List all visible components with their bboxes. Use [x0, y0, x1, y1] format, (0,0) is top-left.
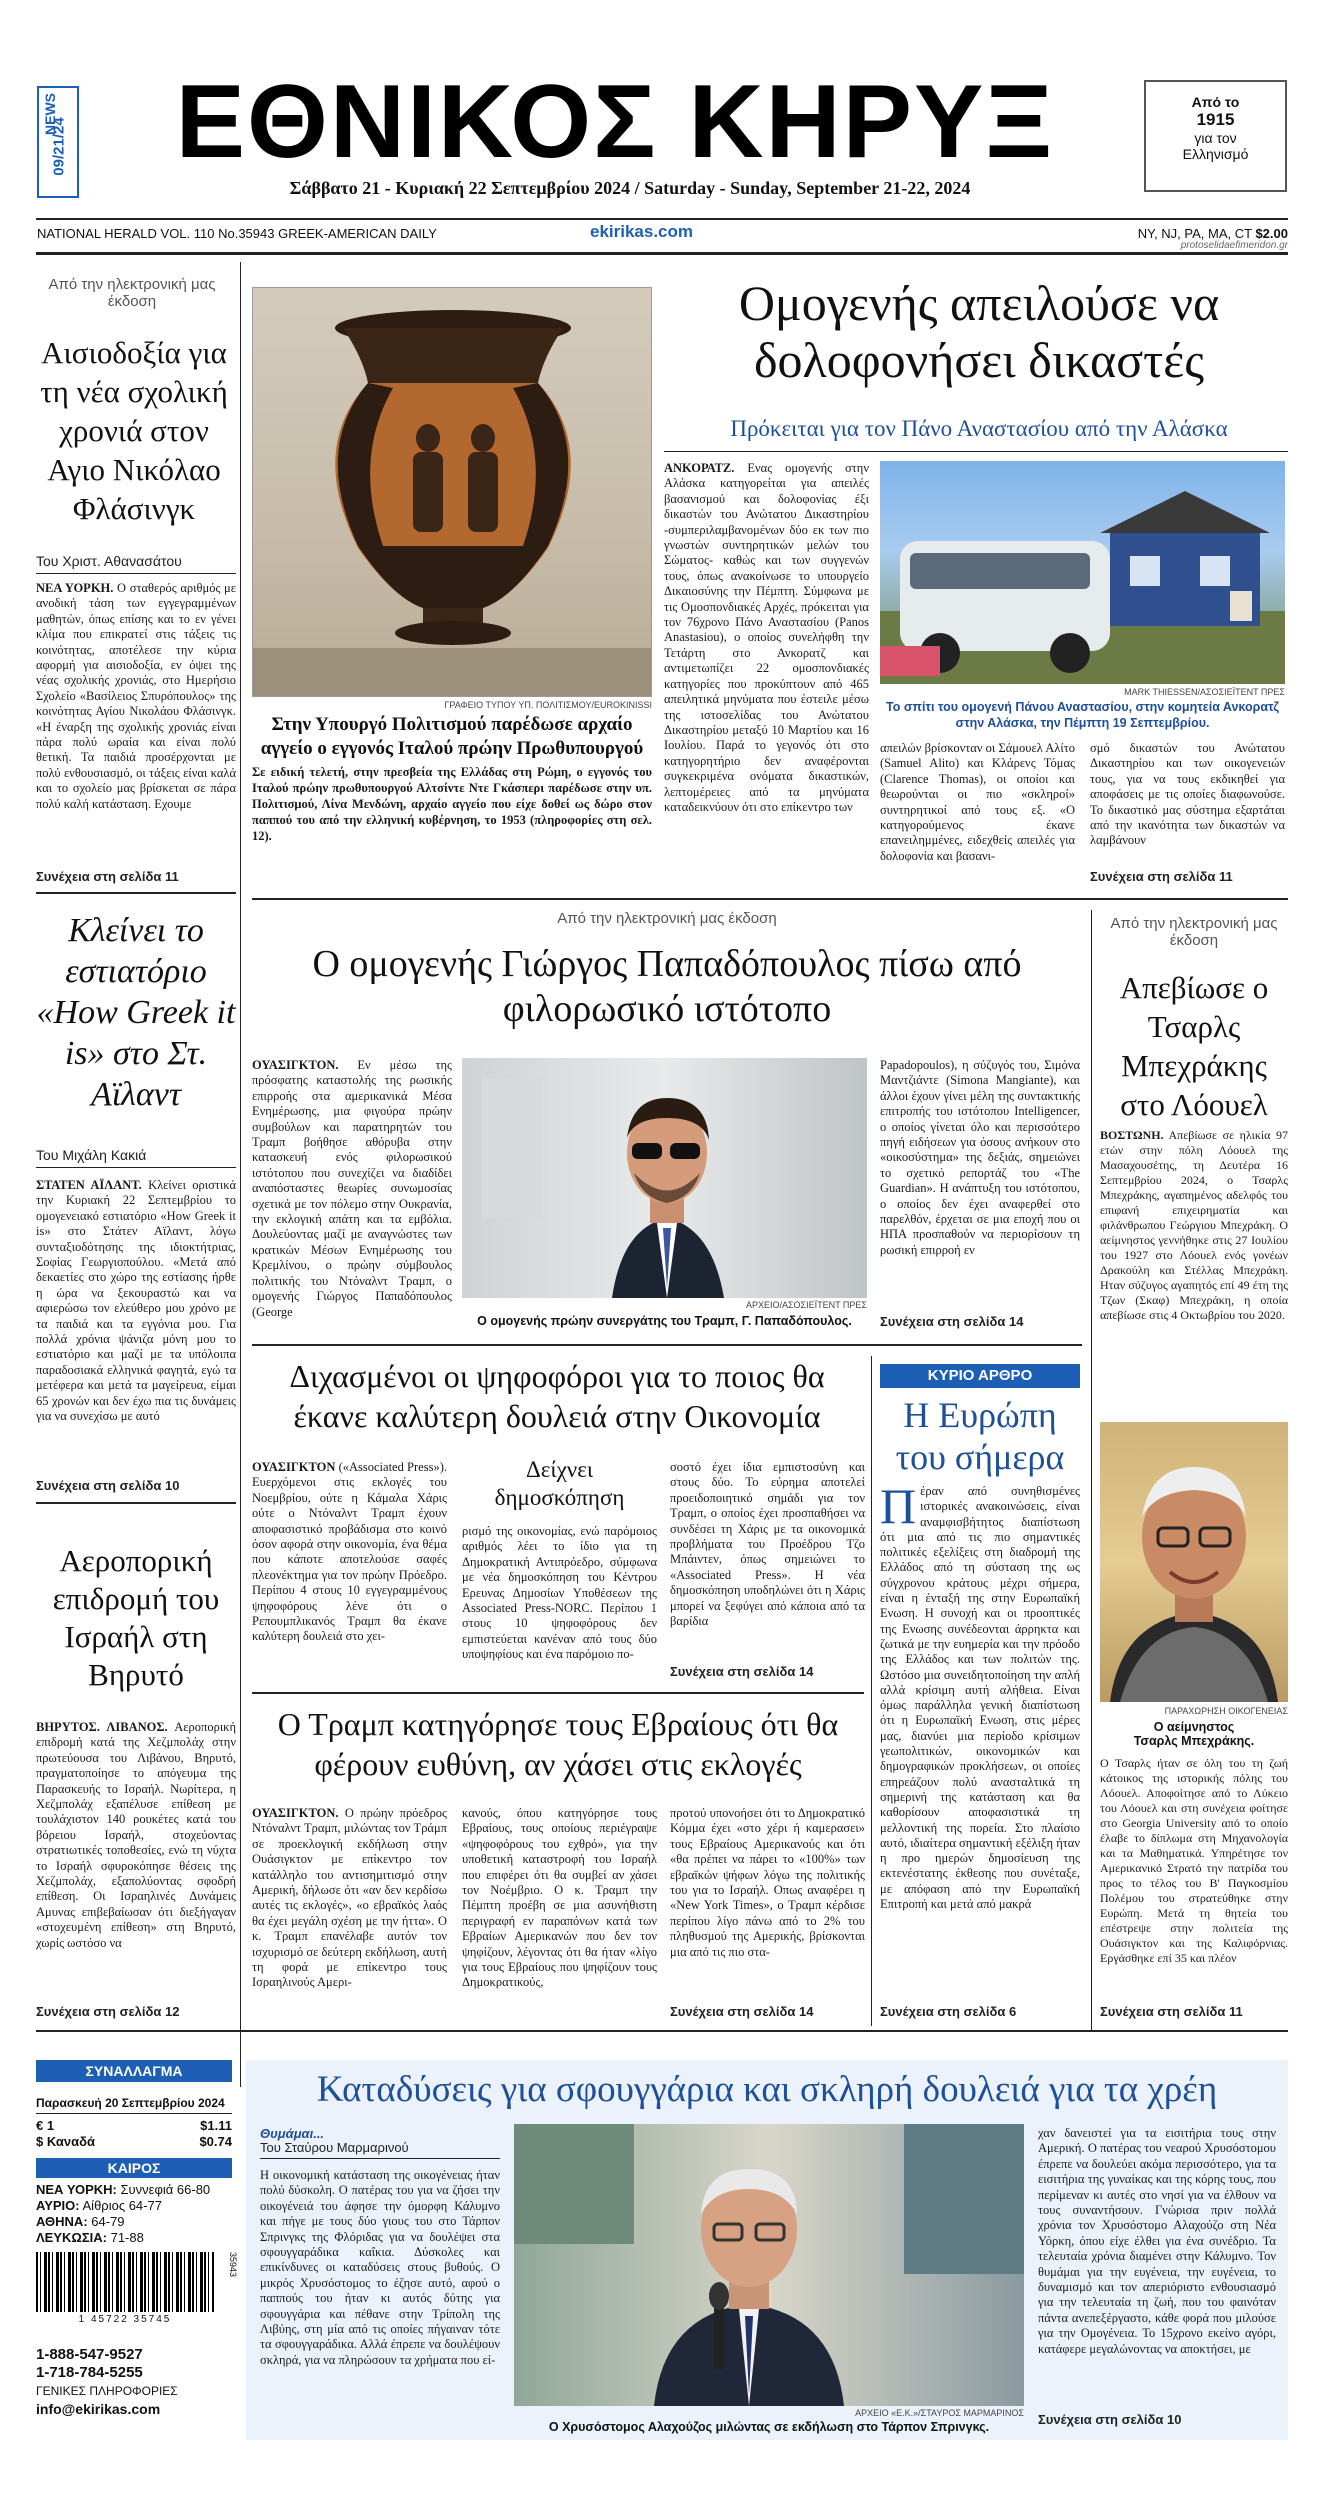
charles-text: Απεβίωσε σε ηλικία 97 ετών στην πόλη Λόουελ της Μασαχουσέτης, τη Δευτέρα 16 Σεπτεμβρίου 2024, ο Τσαρλς Μπεχράκης, αγαπημένος αδελφός του επιφανή επιχειρηματία και φιλάνθρωπου Γεώργιου Μπεχράκη. Ο αείμνηστος γεννήθηκε στις 27 Ιουλίου του 1927 στο Λόουελ ενός γονέων Δρακούλη και Στέλλας Μπεχράκη. Ηταν σύζυγος αγαπητός επί 49 έτη της Τζων (Σκαφ) Μπεχράκη, η οποία απεβίωσε στις 4 Οκτωβρίου του 2020. — [1100, 1128, 1288, 1322]
weather-city: ΝΕΑ ΥΟΡΚΗ: — [36, 2182, 117, 2197]
papadopoulos-continue[interactable]: Συνέχεια στη σελίδα 14 — [880, 1314, 1024, 1329]
weather-value: Συννεφιά 66-80 — [120, 2182, 211, 2197]
poll-col1-text: («Associated Press»). Ευερχόμενοι στις εκλογές του Νοεμβρίου, ούτε η Κάμαλα Χάρις ούτε ο Ντόναλντ Τραμπ έχουν αποφασιστικό προβάδισμα στο κοινό όσον αφορά στην οικονομία, ένα θέμα που κάποτε αποτελούσε σαφές πλεονέκτημα για τον πρώην Πρόεδρο. Περίπου 4 στους 10 εγγεγραμμένους ψηφοφόρους λένε ότι ο Ρεπουμπλικανός Τραμπ θα έκανε καλύτερη δουλειά στο χει- — [252, 1460, 447, 1644]
left-mid-continue[interactable]: Συνέχεια στη σελίδα 10 — [36, 1478, 180, 1493]
masthead-rule-top — [36, 218, 1288, 220]
debts-byline: Του Σταύρου Μαρμαρινού — [260, 2140, 500, 2159]
papadopoulos-bottom-rule — [252, 1344, 1082, 1346]
charles-photo — [1100, 1422, 1288, 1702]
weather-city: ΛΕΥΚΩΣΙΑ: — [36, 2230, 107, 2245]
vase-text: Σε ειδική τελετή, στην πρεσβεία της Ελλάδας στη Ρώμη, ο εγγονός του Ιταλού πρώην πρωθυπουργού Αλτσίντε Ντε Γκάσπερι παρέδωσε στην υπ. Πολιτισμού, Λίνα Μενδώνη, αρχαίο αγγείο που είχε δοθεί ως δώρο στον παππού του από την ελληνική κυβέρνηση, το 1953 (πληροφορίες στη σελ. 12). — [252, 765, 652, 843]
debts-section: Θυμάμαι... — [260, 2126, 325, 2141]
charles-photo-credit: ΠΑΡΑΧΩΡΗΣΗ ΟΙΚΟΓΕΝΕΙΑΣ — [1164, 1706, 1288, 1716]
vase-illustration — [253, 288, 652, 697]
exchange-table — [36, 2118, 232, 2150]
alaska-photo-credit: MARK THIESSEN/ΑΣΟΣΙΕΪΤΕΝΤ ΠΡΕΣ — [1124, 687, 1285, 697]
exchange-label: ΣΥΝΑΛΛΑΓΜΑ — [36, 2060, 232, 2082]
weather-city: ΑΘΗΝΑ: — [36, 2214, 88, 2229]
charles-caption-line1: Ο αείμνηστος — [1153, 1720, 1235, 1734]
vase-photo-credit: ΓΡΑΦΕΙΟ ΤΥΠΟΥ ΥΠ. ΠΟΛΙΤΙΣΜΟΥ/EUROKINISSI — [444, 700, 652, 710]
left-mid-headline[interactable]: Κλείνει το εστιατόριο «How Greek it is» στο Στ. Αϊλαντ — [36, 912, 236, 1113]
alahouzos-illustration — [514, 2124, 1024, 2406]
europe-continue[interactable]: Συνέχεια στη σελίδα 6 — [880, 2004, 1017, 2019]
debts-box — [246, 2060, 1288, 2440]
lead-subhead: Πρόκειται για τον Πάνο Αναστασίου από την Αλάσκα — [730, 416, 1228, 441]
weather-row — [36, 2198, 232, 2214]
charles-body — [1100, 1128, 1288, 1415]
weather-label: ΚΑΙΡΟΣ — [36, 2158, 232, 2178]
left-top-rule — [36, 892, 236, 894]
trump-body-col2: κανούς, όπου κατηγόρησε τους Εβραίους, τους οποίους περιέγραψε «ψηφοφόρους του εχθρό», για την υποθετική καταστροφή του Ισραήλ που επιφέρει ότι θα συμβεί αν χάσει τον Νοέμβριο. Ο κ. Τραμπ την Πέμπτη προέβη σε μια ασυνήθιστη περιγραφή εν παραπόνων κατά των Εβραίων Αμερικανών που δεν τον ψηφίζουν, λέγοντας ότι θα ήταν «λίγο για τους Εβραίους που ψηφίζουν τους Δημοκρατικούς, — [462, 1806, 657, 1990]
papadopoulos-caption: Ο ομογενής πρώην συνεργάτης του Τραμπ, Γ. Παπαδόπουλος. — [477, 1314, 852, 1328]
masthead-date: Σάββατο 21 - Κυριακή 22 Σεπτεμβρίου 2024 / Saturday - Sunday, September 21-22, 2024 — [289, 178, 971, 198]
lead-dateline: ΑΝΚΟΡΑΤΖ. — [664, 461, 735, 475]
exchange-value: $0.74 — [199, 2134, 232, 2149]
europe-headline[interactable]: Η Ευρώπη του σήμερα — [895, 1395, 1065, 1477]
papadopoulos-photo-credit: ΑΡΧΕΙΟ/ΑΣΟΣΙΕΪΤΕΝΤ ΠΡΕΣ — [745, 1300, 867, 1310]
lead-continue[interactable]: Συνέχεια στη σελίδα 11 — [1090, 869, 1233, 884]
europe-label: ΚΥΡΙΟ ΑΡΘΡΟ — [880, 1364, 1080, 1388]
poll-body-col2: ρισμό της οικονομίας, ενώ παρόμοιος αριθμός λέει το ίδιο για τη Δημοκρατική Αντιπρόεδρο, σύμφωνα με νέα δημοσκόπηση του Κέντρου Ερευνας Δημοσίων Υποθέσεων της Associated Press-NORC. Περίπου 1 στους 10 ψηφοφόρους δεν εμπιστεύεται κανέναν από τους δύο υποψηφίους και ένα παρόμοιο πο- — [462, 1524, 657, 1662]
barcode-digits: 1 45722 35745 — [78, 2314, 172, 2325]
lead-body-col3: σμό δικαστών του Ανώτατου Δικαστηρίου και των οικογενειών τους, για να τους εκδικηθεί για αποφάσεις με τις οποίες διαφωνούσε. Το δικαστικό μας σύστημα εξαρτάται από την ικανότητα των δικαστών να λαμβάνουν — [1090, 741, 1285, 848]
weather-row — [36, 2230, 232, 2246]
vase-photo — [252, 287, 652, 697]
papadopoulos-kicker: Από την ηλεκτρονική μας έκδοση — [557, 910, 777, 927]
trump-col1-text: Ο πρώην πρόεδρος Ντόναλντ Τραμπ, μιλώντας τον Τράμπ σε προεκλογική εκδήλωση στην Ουάσιγκτον με επίκεντρο τον κατάλληλο του αντισημιτισμό στην Αμερική, δήλωσε ότι «αν δεν κερδίσω αυτές τις εκλογές», «ο εβραϊκός λαός θα έχει μεγάλη σχέση με την ήττα». Ο κ. Τραμπ επανέλαβε αυτόν τον ισχυρισμό σε δεύτερη εκδήλωση, αυτή τη φορά με επίκεντρο τους Ισραηλινούς Αμερι- — [252, 1806, 447, 1990]
main-bottom-rule — [36, 2030, 1288, 2032]
papadopoulos-photo — [462, 1058, 867, 1298]
weather-city: ΑΥΡΙΟ: — [36, 2198, 80, 2213]
barcode-issue: 35943 — [228, 2252, 238, 2278]
weather-value: 71-88 — [110, 2230, 144, 2245]
left-top-kicker: Από την ηλεκτρονική μας έκδοση — [48, 276, 216, 310]
debts-headline[interactable]: Καταδύσεις για σφουγγάρια και σκληρή δουλειά για τα χρέη — [316, 2069, 1218, 2110]
papadopoulos-body-col2: Papadopoulos), η σύζυγός του, Σιμόνα Μαντζιάντε (Simona Mangiante), και άλλοι έχουν γίνει μέλη της συντακτικής επιτροπής του ιστότοπου Intelligencer, ο οποίος γίνεται όλο και περισσότερο πηγή ειδήσεων για όσους ανήκουν στο «οικοσύστημα» της δεξιάς, σημειώνει το σχετικό ρεπορτάζ του «The Guardian». Η ανάπτυξη του ιστότοπου, ο οποίος δεν έχει αναφερθεί στο παρελθόν, έρχεται σε μια εποχή που οι ΗΠΑ προσπαθούν να περιορίσουν τη ρωσική επιρροή εν — [880, 1058, 1080, 1257]
exchange-row — [36, 2134, 232, 2150]
contact-email[interactable]: info@ekirikas.com — [36, 2401, 161, 2417]
trump-dateline: ΟΥΑΣΙΓΚΤΟΝ. — [252, 1806, 339, 1820]
europe-body — [880, 1484, 1080, 2004]
papadopoulos-dateline: ΟΥΑΣΙΓΚΤΟΝ. — [252, 1058, 339, 1072]
papadopoulos-headline[interactable]: Ο ομογενής Γιώργος Παπαδόπουλος πίσω από φιλορωσικό ιστότοπο — [312, 943, 1022, 1030]
europe-text: έραν από συνηθισμένες ιστορικές ανακοινώσεις, είναι αναμφισβήτητος διαπίστωση ότι μια από τις πιο σημαντικές πολιτικές εξελίξεις στη διαδρομή της Ελλάδος από τη σύσταση της ως σύγχρονου κράτους μέχρι σήμερα, είναι η ένταξή της στην Ευρωπαϊκή Ενωση. Η συνοχή και οι προοπτικές της Ενωσης συνέδεονται άρρηκτα και ζωτικά με την ευημερία και την πρόοδο της Ελλάδος και των πολιτών της. Ωστόσο μια συνειδητοποίηση την απλή αλλά κρίσιμη αυτή αλήθεια. Είναι όμως παράλληλα γενική διαπίστωση ότι η Ευρωπαϊκή Ενωση, στις μέρες μας, διανύει μια περίοδο κρίσιμων γεωπολιτικών, οικονομικών και δημογραφικών προκλήσεων, οι οποίες επηρεάζουν πολύ ανασταλτικά τη σημερινή της κατάσταση και θα καθορίσουν αποφασιστικά τη μελλοντική της πορεία. Στο πλαίσιο αυτό, ιδιαίτερα σημαντική εξέλιξη ήταν η προ ημερών δημοσίευση της εκτενέστατης έκθεσης που συνέταξε, με απόφαση από την Ευρωπαϊκή Επιτροπή και μετά από μακρά — [880, 1484, 1080, 1912]
alahouzos-photo-credit: ΑΡΧΕΙΟ «Ε.Κ.»/ΣΤΑΥΡΟΣ ΜΑΡΜΑΡΙΝΟΣ — [855, 2408, 1024, 2418]
since-line3: Ελληνισμό — [1182, 146, 1249, 162]
trump-continue[interactable]: Συνέχεια στη σελίδα 14 — [670, 2004, 814, 2019]
exchange-row — [36, 2118, 232, 2134]
debts-continue[interactable]: Συνέχεια στη σελίδα 10 — [1038, 2412, 1182, 2427]
charles-dateline: ΒΟΣΤΩΝΗ. — [1100, 1128, 1164, 1142]
lead-body-col2: απειλών βρίσκονταν οι Σάμουελ Αλίτο (Samuel Alito) και Κλάρενς Τόμας (Clarence Thomas), οι οποίοι και θεωρούνται οι πιο «σκληροί» συντηρητικοί από τους εξ. «Ο κατηγορούμενος έκανε επανειλημμένες, ειδεχθείς απειλές για δολοφονία και βασανι- — [880, 741, 1075, 863]
charles-illustration — [1100, 1422, 1288, 1702]
left-top-text: Ο σταθερός αριθμός με ανοδική τάση των εγγεγραμμένων μαθητών, όπως επίσης και το εν γένει κλίμα που επικρατεί στις τάξεις τις κοινότητας, αποτέλεσε την κύρια αφορμή για αισιοδοξία, εν όψει της νέας σχολικής χρονιάς, στο Ημερήσιο Σχολείο «Βασίλειος Σπυρόπουλος» της κοινότητας Αγίου Νικολάου Φλάσινγκ. «Η έναρξη της σχολικής χρονιάς είναι πάρα πολύ ωραία και είναι πολύ θετική. Τα παιδιά προσέρχονται με πολύ ενθουσιασμό, οι τάξεις είναι καλά και το σχολείο μας βρίσκεται σε πάρα πολύ καλή κατάσταση. Εχουμε — [36, 581, 236, 811]
since-line2: για τον — [1194, 130, 1237, 146]
left-mid-rule — [36, 1502, 236, 1504]
left-top-byline: Του Χριστ. Αθανασάτου — [36, 553, 236, 574]
poll-europe-divider — [871, 1356, 872, 2026]
lead-col1-text: Ενας ομογενής στην Αλάσκα κατηγορείται για απειλές βασανισμού και δολοφονίας έξι δικαστών του Ανώτατου Δικαστηρίου -συμπεριλαμβανομένων δύο εκ των πιο γνωστών συντηρητικών μελών του Σώματος- καθώς και των συγγενών τους, όπως ανακοίνωσε το υπουργείο Δικαιοσύνης την Πέμπτη. Σύμφωνα με τις Ομοσπονδιακές Αρχές, πρόκειται για τον 76χρονο Πάνο Αναστασίου (Panos Anastasiou), ο οποίος συνελήφθη την Τετάρτη στο Ανκορατζ και αντιμετωπίζει 22 ομοσπονδιακές κατηγορίες που προκύπτουν από 465 απειλητικά μηνύματα που έστειλε μέσω της ιστοσελίδας του Ανώτατου Δικαστηρίου μεταξύ 10 Μαρτίου και 16 Ιουλίου. Παρά το γεγονός ότι στο κατηγορητήριο δεν αναφέρονται συγκεκριμένα ονόματα δικαστικών, λεπτομέρειες από τα μηνύματα καταδεικνύουν ότι στο επίκεντρο των — [664, 461, 869, 814]
weather-value: 64-79 — [91, 2214, 125, 2229]
trump-headline[interactable]: Ο Τραμπ κατηγόρησε τους Εβραίους ότι θα φέρουν ευθύνη, αν χάσει στις εκλογές — [277, 1706, 839, 1782]
news-stamp — [37, 86, 79, 198]
left-mid-text: Κλείνει οριστικά την Κυριακή 22 Σεπτεμβρίου το ομογενειακό εστιατόριο «How Greek it is» στο Στάτεν Αϊλαντ, λόγω συνταξιοδότησης της ιδιοκτήτριας, Σοφίας Γεωργιοπούλου. «Μετά από δεκαετίες στο χώρο της εστίασης ήρθε η ώρα να ξεκουραστώ και να αφιερώσω τον ελεύθερο μου χρόνο με τα παιδιά και τα εγγόνια μου. Για πολλά χρόνια ψάνιζα μόνη μου το εστιατόριο και μαζί με τα υπόλοιπα παραδοσιακά ελληνικά φαγητά, εγώ τα μετέφερα και μετά τα μαγείρευα, είμαι 65 χρονών και δεν έχω πια τις δυνάμεις για να συνεχίσω με αυτό — [36, 1178, 236, 1424]
poll-body-col3: σοστό έχει ίδια εμπιστοσύνη και στους δύο. Το εύρημα αποτελεί προειδοποιητικό σημάδι για τον Τραμπ, ο οποίος έχει προσπαθήσει να συνδέσει τη Χάρις με τα οικονομικά προβλήματα του Προέδρου Τζο Μπάιντεν, όπως σημειώνει το «Associated Press». Η νέα δημοσκόπηση υποδηλώνει ότι η Χάρις μπορεί να ξεφύγει από κάποια από τα βαρίδια — [670, 1460, 865, 1629]
weather-row — [36, 2214, 232, 2230]
charles-continue[interactable]: Συνέχεια στη σελίδα 11 — [1100, 2004, 1243, 2019]
masthead-info: NATIONAL HERALD VOL. 110 No.35943 GREEK-AMERICAN DAILY — [37, 226, 437, 241]
left-mid-body — [36, 1178, 236, 1468]
weather-table — [36, 2182, 232, 2246]
masthead-price — [1138, 226, 1288, 241]
vase-headline[interactable]: Στην Υπουργό Πολιτισμού παρέδωσε αρχαίο αγγείο ο εγγονός Ιταλού πρώην Πρωθυπουργού — [260, 714, 644, 759]
left-top-body — [36, 581, 236, 863]
masthead-site-link[interactable]: ekirikas.com — [590, 222, 694, 241]
exchange-date: Παρασκευή 20 Σεπτεμβρίου 2024 — [36, 2096, 232, 2114]
barcode-bars — [36, 2252, 214, 2312]
left-top-dateline: ΝΕΑ ΥΟΡΚΗ. — [36, 581, 114, 595]
news-stamp-date: 09/21/24 — [50, 117, 68, 176]
left-top-continue[interactable]: Συνέχεια στη σελίδα 11 — [36, 869, 179, 884]
alaska-house-photo — [880, 461, 1285, 684]
exchange-name: $ Καναδά — [36, 2134, 96, 2149]
lead-headline[interactable]: Ομογενής απειλούσε να δολοφονήσει δικαστές — [738, 275, 1220, 388]
alaska-photo-caption: Το σπίτι του ομογενή Πάνου Αναστασίου, στην κομητεία Ανκορατζ στην Αλάσκα, την Πέμπτη 19 Σεπτεμβρίου. — [886, 700, 1279, 730]
charles-caption-line2: Τσαρλς Μπεχράκης. — [1133, 1734, 1255, 1748]
masthead-title: ΕΘΝΙΚΟΣ ΚΗΡΥΞ — [175, 64, 1055, 180]
since-year: 1915 — [1196, 110, 1235, 129]
weather-row — [36, 2182, 232, 2198]
charles-kicker: Από την ηλεκτρονική μας έκδοση — [1110, 915, 1278, 949]
contact-phone2[interactable]: 1-718-784-5255 — [36, 2364, 143, 2381]
charles-caption — [1100, 1720, 1288, 1748]
exchange-name: € 1 — [36, 2118, 55, 2133]
debts-body-col2: χαν δανειστεί για τα εισιτήρια τους στην Αμερική. Ο πατέρας του νεαρού Χρυσόστομου έπρεπε να δουλεύει ακόμα περισσότερο, για τα εισιτήρια της γυναίκας και της κόρης τους, που περίμεναν κι αυτές στο νησί για να έλθουν να τους συναντήσουν. Γνώρισα πριν πολλά χρόνια τον Χρυσόστομο Αλαχούζο στη Νέα Υόρκη, όπου είχε έλθει για ένα συνέδριο. Τα τελευταία χρόνια διαμένει στην Κάλυμνο. Τον θυμάμαι για την ευγένεια, την ευγένεια, το δυναμισμό και τον απεριόριστο ενθουσιασμό για την τελευταία τη ζωή, που του φαινόταν πάντα ανεπεξέργαστο, κάθε φορά που μιλούσε για την Ομογένεια. Το 15χρονο εκείνο αγόρι, κατάφερε μεγαλώνοντας να αποκτήσει, με — [1038, 2126, 1276, 2356]
charles-headline[interactable]: Απεβίωσε ο Τσαρλς Μπεχράκης στο Λόουελ — [1119, 970, 1269, 1122]
left-bottom-body — [36, 1720, 236, 1995]
poll-subhead: Δείχνει δημοσκόπηση — [494, 1457, 625, 1510]
papadopoulos-body-col1 — [252, 1058, 452, 1348]
left-mid-dateline: ΣΤΑΤΕΝ ΑΪΛΑΝΤ. — [36, 1178, 142, 1192]
left-top-headline[interactable]: Αισιοδοξία για τη νέα σχολική χρονιά στον Αγιο Νικόλαο Φλάσινγκ — [40, 335, 228, 526]
lead-body-col1 — [664, 461, 869, 893]
price-value: $2.00 — [1255, 226, 1288, 241]
contact-block — [36, 2346, 236, 2418]
price-region: NY, NJ, PA, MA, CT — [1137, 226, 1252, 241]
debts-body-col1: Η οικονομική κατάσταση της οικογένειας ήταν πολύ δύσκολη. Ο πατέρας του για να ζήσει την οικογένειά του άφησε την όμορφη Κάλυμνο και πήγε με τους δύο γιους του στο Τάρπον Σπρινγκς της Φλόριδας για να δουλέψει στα σφουγγαράδικα καΐκια. Δύσκολες και επικίνδυνες οι καταδύσεις στους βυθούς. Ο μικρός Χρυσόστομος το έζησε αυτό, αφού ο παππούς του ήταν κι αυτός δύτης για σφουγγάρια και πέθανε στην Τρίπολη της Λιβύης, στη μία από τις οποίες πήγαιναν τότε τα σφουγγαράδικα. Αλλά έπρεπε να δουλέψουν σκληρά, για να πληρώσουν τα χρήματα που εί- — [260, 2168, 500, 2367]
poll-bottom-rule — [252, 1692, 864, 1694]
weather-value: Αίθριος 64-77 — [82, 2198, 162, 2213]
charles-body2: Ο Τσαρλς ήταν σε όλη του τη ζωή κάτοικος της ιστορικής πόλης του Λόουελ. Αποφοίτησε από το Λύκειο του Λόουελ και στη συνέχεια φοίτησε στο Georgia University από το οποίο έλαβε το δίπλωμα στη Μηχανολογία και τα Μαθηματικά. Υπηρέτησε τον Αμερικανικό Στρατό την πατρίδα του προς το τέλος του Β' Παγκοσμίου Πολέμου του στρατεύθηκε στην Ευρώπη. Μετά τη θητεία του επέστρεψε στην πολιτεία της Ουάσιγκτον και της Καλιφόρνιας. Εργάσθηκε επί 35 και πλέον — [1100, 1756, 1288, 1965]
exchange-value: $1.11 — [200, 2118, 232, 2133]
alahouzos-photo — [514, 2124, 1024, 2406]
since-line1: Από το — [1191, 94, 1240, 110]
europe-dropcap: Π — [880, 1484, 917, 1534]
source-watermark: protoselidaefimeridon.gr — [1180, 240, 1288, 251]
papadopoulos-illustration — [462, 1058, 867, 1298]
news-stamp-label: NEWS — [42, 93, 58, 135]
contact-label: ΓΕΝΙΚΕΣ ΠΛΗΡΟΦΟΡΙΕΣ — [36, 2384, 178, 2398]
lead-bottom-rule — [252, 898, 1288, 900]
alaska-house-illustration — [880, 461, 1285, 684]
trump-body-col3: προτού υπονοήσει ότι το Δημοκρατικό Κόμμα έχει «στο χέρι ή καμερασει» τους Εβραίους Αμερικανούς και ότι «θα πρέπει να πάρει το «100%» των εβραϊκών ψήφων λόγω της πολιτικής του για το Ισραήλ. Οπως αναφέρει η «New York Times», ο Τραμπ κέρδισε περίπου λίγο πάνω από το 2% του πληθυσμού της Αμερικής, βρίσκονται μια από τις πιο στα- — [670, 1806, 865, 1959]
alahouzos-caption: Ο Χρυσόστομος Αλαχούζος μιλώντας σε εκδήλωση στο Τάρπον Σπρινγκς. — [548, 2420, 990, 2434]
since-box — [1144, 80, 1287, 192]
poll-continue[interactable]: Συνέχεια στη σελίδα 14 — [670, 1664, 814, 1679]
lead-subhead-rule — [664, 451, 1288, 452]
poll-headline[interactable]: Διχασμένοι οι ψηφοφόροι για το ποιος θα έκανε καλύτερη δουλειά στην Οικονομία — [289, 1358, 825, 1434]
trump-body-col1 — [252, 1806, 447, 2021]
poll-dateline: ΟΥΑΣΙΓΚΤΟΝ — [252, 1460, 336, 1474]
contact-phone1[interactable]: 1-888-547-9527 — [36, 2346, 143, 2363]
left-bottom-text: Αεροπορική επιδρομή κατά της Χεζμπολάχ στην πρωτεύουσα του Λιβάνου, Βηρυτό, πραγματοποίησε το απόγευμα της Παρασκευής το Ισραήλ. Νωρίτερα, η Χεζμπολάχ εξαπέλυσε επίθεση με τουλάχιστον 140 ρουκέτες κατά του βόρειου Ισραήλ, στοχεύοντας στρατιωτικές τοποθεσίες, ενώ τη νύχτα το Ισραήλ σφυροκόπησε θέσεις της Χεζμπολάχ, εξαπολύοντας σφοδρή επίθεση. Οι Ισραηλινές Δυνάμεις Αμυνας επιβεβαίωσαν ότι διεξήγαγαν «στοχευμένη επίθεση» στη Βηρυτό, χωρίς ωστόσο να — [36, 1720, 236, 1950]
left-bottom-continue[interactable]: Συνέχεια στη σελίδα 12 — [36, 2004, 180, 2019]
masthead-rule-bottom — [36, 252, 1288, 255]
left-bottom-headline[interactable]: Αεροπορική επιδρομή του Ισραήλ στη Βηρυτό — [52, 1543, 220, 1692]
left-mid-byline: Του Μιχάλη Κακιά — [36, 1147, 236, 1168]
left-column-divider — [240, 262, 241, 2087]
left-bottom-dateline: ΒΗΡΥΤΟΣ. ΛΙΒΑΝΟΣ. — [36, 1720, 168, 1734]
barcode — [36, 2252, 238, 2332]
poll-body-col1 — [252, 1460, 447, 1710]
right-column-divider — [1091, 910, 1092, 2030]
papadopoulos-col1-text: Εν μέσω της πρόσφατης καταστολής της ρωσικής επιρροής στα αμερικανικά Μέσα Ενημέρωσης, μια φιγούρα πρώην συμβούλων και παρατηρητών του Τραμπ βοήθησε αθόρυβα στην κατασκευή ενός φιλορωσικού ιστότοπου που συνεχίζει να διαδίδει αναπόσταστες θεωρίες συνωμοσίας σχετικά με τον πόλεμο στην Ουκρανία, την εκλογική απάτη και τα εμβόλια. Δουλεύοντας μαζί με αναγνώστες των κρατικών Μέσων Ενημέρωσης του Κρεμλίνου, ο πρώην σύμβουλος πολιτικής του Ντόναλντ Τραμπ, ο ομογενής Γιώργος Παπαδόπουλος (George — [252, 1058, 452, 1319]
